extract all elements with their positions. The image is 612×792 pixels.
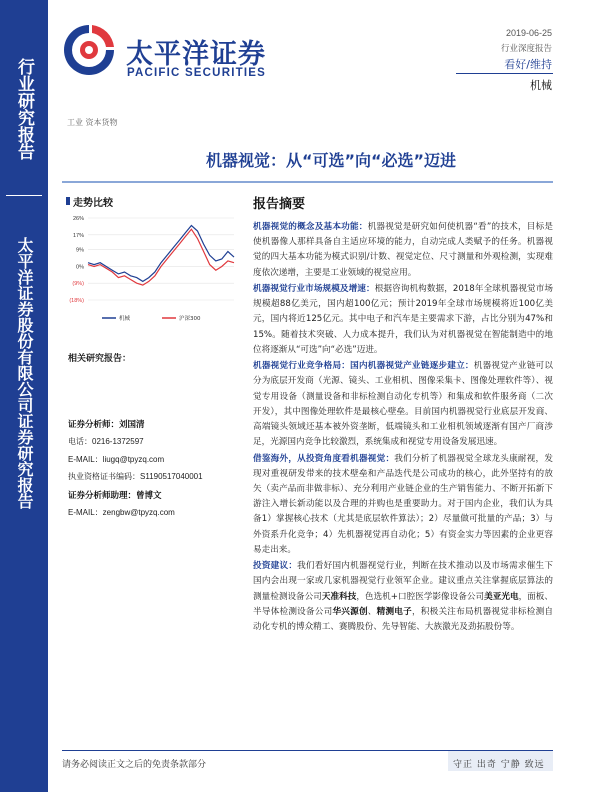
analyst-email: E-MAIL：liugq@tpyzq.com	[68, 455, 165, 464]
summary-paragraph	[253, 282, 553, 358]
chart-legend-label: 机械	[119, 316, 131, 322]
title-divider	[62, 181, 553, 183]
paragraph-text: ，积极关注布局机器视觉非标检测自动化专机的博众精工、赛腾股份、先导智能、大族激光及劲拓股份等。	[253, 606, 553, 633]
side-bottom-label: 太平洋证券股份有限公司证券研究报告	[15, 237, 34, 509]
side-divider	[6, 195, 42, 196]
footer-disclaimer: 请务必阅读正文之后的免责条款部分	[62, 760, 207, 770]
summary-heading: 报告摘要	[253, 197, 306, 212]
chart-ytick-label: 17%	[72, 232, 84, 239]
summary-paragraph	[253, 359, 553, 450]
paragraph-text: 我们看好国内机器视觉行业，判断在技术推动以及市场需求催生下国内会出现一家或几家机器视觉行业领军企业。建议重点关注掌握底层算法的测量检测设备公司	[253, 561, 553, 602]
pacific-securities-logo-icon	[62, 23, 116, 77]
paragraph-text: 机器视觉是研究如何使机器“看”的技术，目标是使机器像人那样具备自主适应环境的能力，自动完成人类赋予的任务。机器视觉的四大基本功能为模式识别/计数、视觉定位、尺寸测量和外观检测，实现难度依次递增，主要是工业领域的视觉应用。	[253, 222, 553, 278]
paragraph-text: ，面板、半导体检测设备公司	[253, 591, 553, 617]
chart-legend-label: 沪深300	[179, 316, 201, 322]
side-banner	[0, 0, 48, 792]
summary-paragraph	[253, 452, 553, 558]
paragraph-text: 机器视觉产业链可以分为底层开发商（光源、镜头、工业相机、图像采集卡、图像处理软件等）、视觉专用设备（测量设备和非标检测自动化专机等）和集成和软件服务商（二次开发），其中图像处理软件是最核心壁垒。目前国内机器视觉行业底层开发商、高端镜头领域还基本被外资垄断，低端镜头和工业相机领域逐渐有国产厂商涉足，光源国内竞争比较激烈，系统集成和视觉专用设备发展迅速。	[253, 361, 553, 448]
chart-ytick-label: (9%)	[72, 281, 84, 288]
company-highlight: 华兴源创	[332, 606, 368, 617]
section-marker	[66, 197, 70, 205]
trend-chart	[62, 210, 242, 328]
page-title: 机器视觉：从“可选”向“必选”迈进	[205, 151, 457, 170]
paragraph-text: 根据咨询机构数据，2018年全球机器视觉市场规模超88亿美元，国内超100亿元；预计2019年全球市场规模将近100亿美元，国内将近125亿元。其中电子和汽车是主要需求下游，占比分别为47%和15%。随着技术突破、人力成本提升，我们认为对机器视觉在智能制造中的地位将逐渐从“可选”向“必选”迈进。	[253, 284, 553, 355]
chart-ytick-label: 9%	[76, 247, 84, 254]
footer-motto: 守正 出奇 宁静 致远	[453, 760, 545, 770]
company-name-cn: 太平洋证券	[126, 39, 266, 70]
paragraph-lead: 投资建议：	[253, 561, 298, 572]
report-type: 行业深度报告	[500, 44, 552, 54]
side-top-label: 行业研究报告	[14, 58, 34, 160]
category-label: 工业 资本货物	[67, 118, 118, 127]
company-name-en: PACIFIC SECURITIES	[127, 67, 266, 79]
paragraph-lead: 机器视觉行业竞争格局：国内机器视觉产业链逐步建立：	[253, 361, 474, 372]
chart-ytick-label: 26%	[72, 216, 84, 222]
assistant-name: 证券分析师助理：曾博文	[68, 491, 162, 501]
assistant-email: E-MAIL：zengbw@tpyzq.com	[68, 508, 175, 517]
related-reports-title: 相关研究报告：	[68, 354, 132, 364]
paragraph-text: ，色选机+口腔医学影像设备公司	[356, 591, 485, 602]
analyst-name: 证券分析师：刘国清	[68, 420, 145, 430]
paragraph-lead: 机器视觉的概念及基本功能：	[253, 222, 368, 232]
analyst-phone: 电话：0216-1372597	[68, 437, 144, 446]
header-divider	[456, 73, 553, 74]
company-highlight: 天准科技	[321, 591, 357, 602]
paragraph-text: 我们分析了机器视觉全球龙头康耐视，发现对重视研发带来的技术壁垒和产品迭代是公司成功的核心，此外坚持有的放矢（卖产品而非做非标）、充分利用产业链企业的生产销售能力、不断开拓新下游注入增长新动能以及合理的并购也是重要助力。对于国内企业，我们认为具备1）掌握核心技术（尤其是底层软件算法）；2）尽量做可批量的产品；3）与外资系升化竞争；4）先机器视觉再自动化；5）有资金实力等因素的企业更容易走出来。	[253, 453, 553, 555]
paragraph-text: 、	[367, 606, 377, 617]
paragraph-lead: 借鉴海外，从投资角度看机器视觉：	[253, 453, 395, 464]
summary-body	[253, 220, 553, 636]
paragraph-lead: 机器视觉行业市场规模及增速：	[253, 284, 375, 294]
chart-series-line	[88, 226, 234, 282]
analyst-license: 执业资格证书编码：S1190517040001	[68, 472, 203, 481]
rating-badge: 看好/维持	[504, 58, 552, 71]
trend-heading: 走势比较	[73, 198, 113, 209]
summary-paragraph	[253, 220, 553, 281]
industry-label: 机械	[530, 79, 552, 92]
company-highlight: 美亚光电	[484, 591, 519, 602]
summary-paragraph	[253, 559, 553, 635]
report-date: 2019-06-25	[505, 28, 552, 38]
company-highlight: 精测电子	[376, 606, 412, 617]
chart-ytick-label: (18%)	[69, 298, 84, 304]
chart-ytick-label: 0%	[76, 264, 84, 271]
